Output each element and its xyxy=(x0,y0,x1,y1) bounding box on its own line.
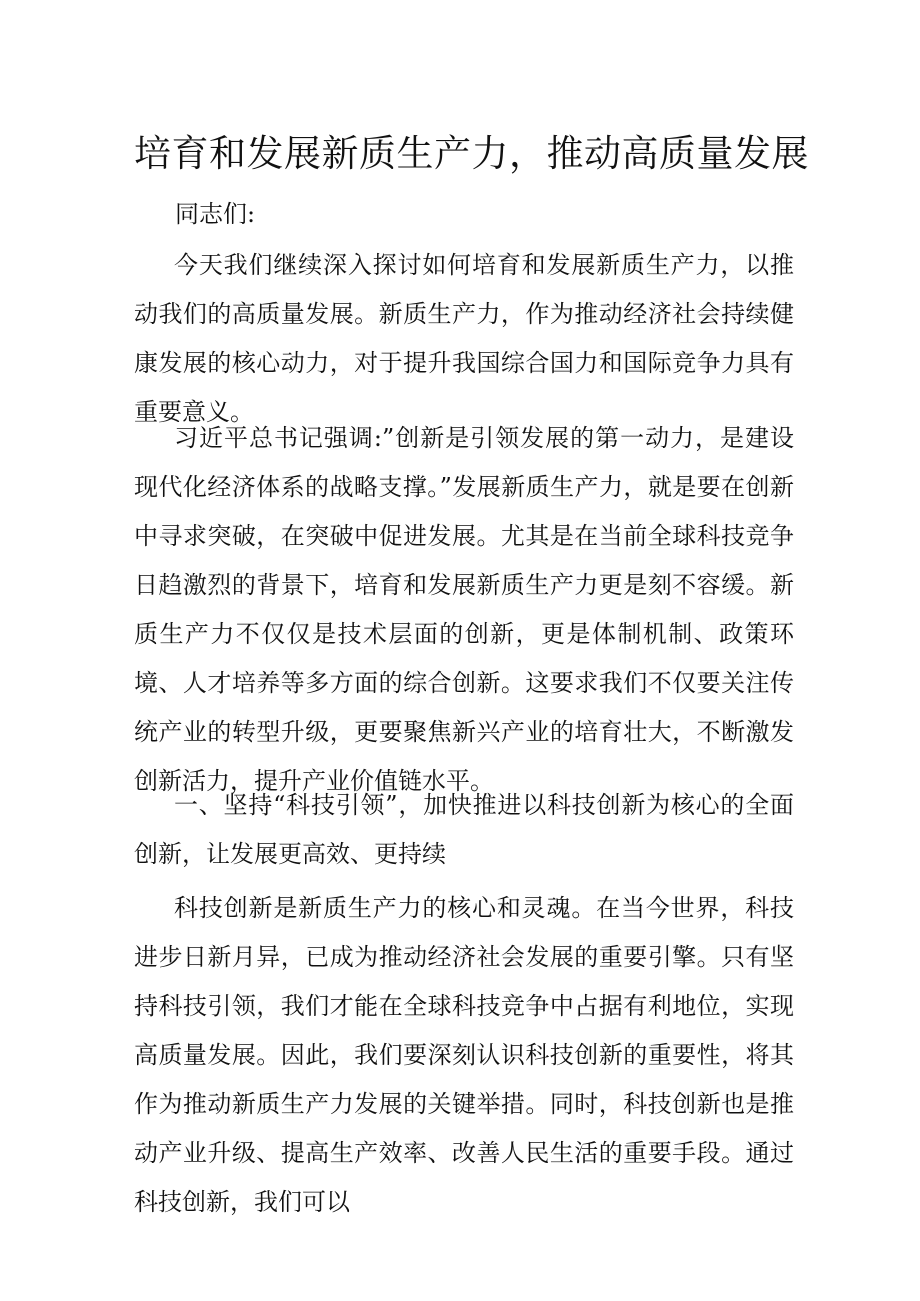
salutation: 同志们: xyxy=(175,200,256,228)
document-title: 培育和发展新质生产力，推动高质量发展 xyxy=(134,132,809,175)
paragraph-quote: 习近平总书记强调:”创新是引领发展的第一动力，是建设现代化经济体系的战略支撑。”发展新质生产力，就是要在创新中寻求突破，在突破中促进发展。尤其是在当前全球科技竞争日趋激烈的背景下，培育和发展新质生产力更是刻不容缓。新质生产力不仅仅是技术层面的创新，更是体制机制、政策环境、人才培养等多方面的综合创新。这要求我们不仅要关注传统产业的转型升级，更要聚焦新兴产业的培育壮大，不断激发创新活力，提升产业价值链水平。 xyxy=(134,424,794,795)
section-heading-1: 一、坚持“科技引领”，加快推进以科技创新为核心的全面创新，让发展更高效、更持续 xyxy=(134,791,794,868)
paragraph-intro: 今天我们继续深入探讨如何培育和发展新质生产力，以推动我们的高质量发展。新质生产力，作为推动经济社会持续健康发展的核心动力，对于提升我国综合国力和国际竞争力具有重要意义。 xyxy=(134,251,794,426)
paragraph-tech-innovation: 科技创新是新质生产力的核心和灵魂。在当今世界，科技进步日新月异，已成为推动经济社会发展的重要引擎。只有坚持科技引领，我们才能在全球科技竞争中占据有利地位，实现高质量发展。因此，我们要深刻认识科技创新的重要性，将其作为推动新质生产力发展的关键举措。同时，科技创新也是推动产业升级、提高生产效率、改善人民生活的重要手段。通过科技创新，我们可以 xyxy=(134,894,794,1216)
